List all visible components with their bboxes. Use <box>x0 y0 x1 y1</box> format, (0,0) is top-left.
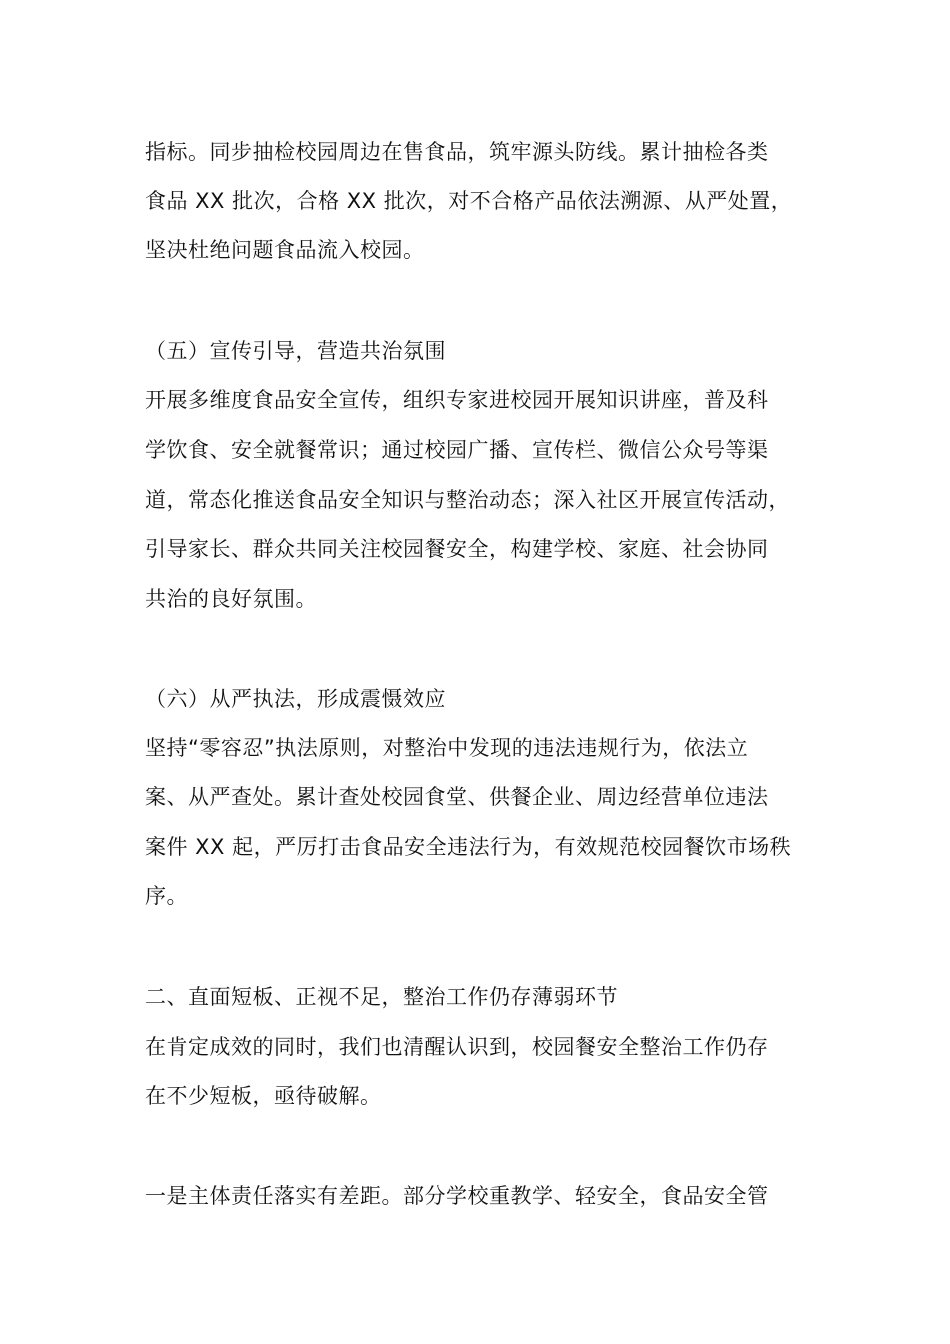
body-text-line: 在不少短板，亟待破解。 <box>145 1084 382 1108</box>
body-text-line: 坚持“零容忍”执法原则，对整治中发现的违法违规行为，依法立 <box>145 736 749 760</box>
body-text-line: 共治的良好氛围。 <box>145 587 317 611</box>
body-text-line: 一是主体责任落实有差距。部分学校重教学、轻安全，食品安全管 <box>145 1184 769 1208</box>
body-text-line: 案、从严查处。累计查处校园食堂、供餐企业、周边经营单位违法 <box>145 785 769 809</box>
body-text-line: 指标。同步抽检校园周边在售食品，筑牢源头防线。累计抽检各类 <box>145 140 769 164</box>
section-heading: （五）宣传引导，营造共治氛围 <box>145 339 446 363</box>
body-text-line: 开展多维度食品安全宣传，组织专家进校园开展知识讲座，普及科 <box>145 388 769 412</box>
body-text-line: 道，常态化推送食品安全知识与整治动态；深入社区开展宣传活动， <box>145 488 790 512</box>
body-text-line: 在肯定成效的同时，我们也清醒认识到，校园餐安全整治工作仍存 <box>145 1035 769 1059</box>
body-text-line: 序。 <box>145 884 188 908</box>
body-text-line: 食品 XX 批次，合格 XX 批次，对不合格产品依法溯源、从严处置， <box>145 189 793 213</box>
body-text-line: 学饮食、安全就餐常识；通过校园广播、宣传栏、微信公众号等渠 <box>145 438 769 462</box>
body-text-line: 引导家长、群众共同关注校园餐安全，构建学校、家庭、社会协同 <box>145 537 769 561</box>
section-heading: （六）从严执法，形成震慑效应 <box>145 687 446 711</box>
body-text-line: 坚决杜绝问题食品流入校园。 <box>145 238 425 262</box>
body-text-line: 案件 XX 起，严厉打击食品安全违法行为，有效规范校园餐饮市场秩 <box>145 835 792 859</box>
part-heading: 二、直面短板、正视不足，整治工作仍存薄弱环节 <box>145 985 618 1009</box>
